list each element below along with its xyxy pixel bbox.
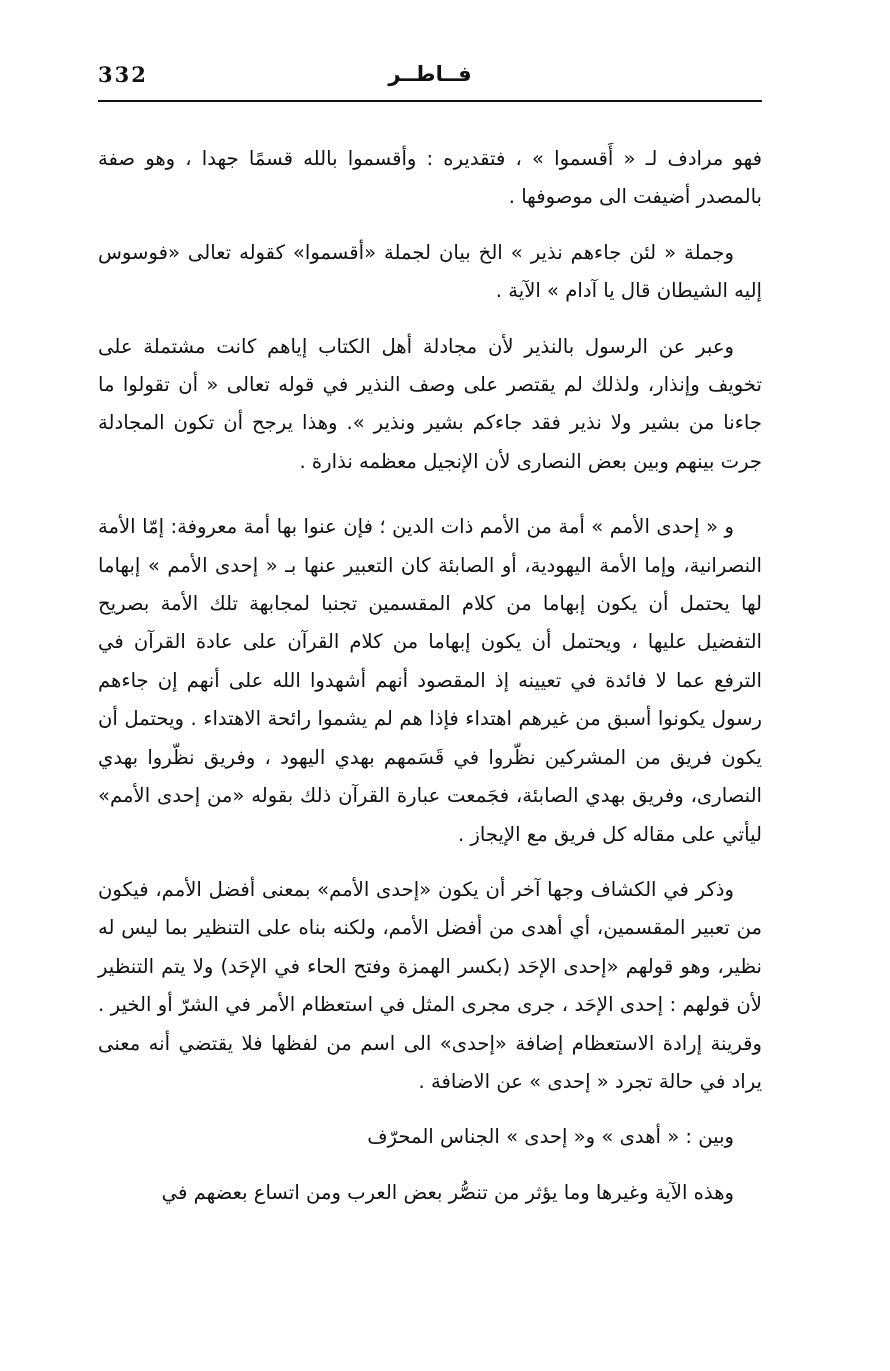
page-header [98,62,762,98]
paragraph: وذكر في الكشاف وجها آخر أن يكون «إحدى الأمم» بمعنى أفضل الأمم، فيكون من تعبير المقسمين، أي أهدى من أفضل الأمم، ولكنه بناه على التنظير بما ليس له نظير، وهو قولهم «إحدى الإحَد (بكسر الهمزة وفتح الحاء في الإحَد) ولا يتم التنظير لأن قولهم : إحدى الإحَد ، جرى مجرى المثل في استعظام الأمر في الشرّ أو الخير . وقرينة إرادة الاستعظام إضافة «إحدى» الى اسم من لفظها فلا يقتضي أنه معنى يراد في حالة تجرد « إحدى » عن الاضافة . [98,877,762,1093]
paragraph: وهذه الآية وغيرها وما يؤثر من تنصُّر بعض العرب ومن اتساع بعضهم في [161,1180,734,1204]
page-number: 332 [98,62,148,87]
paragraph: و « إحدى الأمم » أمة من الأمم ذات الدين ؛ فإن عنوا بها أمة معروفة: إمّا الأمة النصرانية، وإما الأمة اليهودية، أو الصابئة كان التعبير عنها بـ « إحدى الأمم » إبهاما لها يحتمل أن يكون إبهاما من كلام المقسمين تجنبا لمجابهة تلك الأمة بصريح التفضيل عليها ، ويحتمل أن يكون إبهاما من كلام القرآن على عادة القرآن في الترفع عما لا فائدة في تعيينه إذ المقصود أنهم أشهدوا الله على أنهم إن جاءهم رسول يكونوا أسبق من غيرهم اهتداء فإذا هم لم يشموا رائحة الاهتداء . ويحتمل أن يكون فريق من المشركين نظّروا في قَسَمهم بهدي اليهود ، وفريق نظّروا بهدي النصارى، وفريق بهدي الصابئة، فجَمعت عبارة القرآن ذلك بقوله «من إحدى الأمم» ليأتي على مقاله كل فريق مع الإيجاز . [98,515,762,846]
paragraph: وعبر عن الرسول بالنذير لأن مجادلة أهل الكتاب إياهم كانت مشتملة على تخويف وإنذار، ولذلك لم يقتصر على وصف النذير في قوله تعالى « أن تقولوا ما جاءنا من بشير ولا نذير فقد جاءكم بشير ونذير ». وهذا يرجح أن تكون المجادلة جرت بينهم وبين بعض النصارى لأن الإنجيل معظمه نذارة . [98,334,762,473]
page-body [98,140,762,1212]
paragraph: فهو مرادف لـ « أَقسموا » ، فتقديره : وأقسموا بالله قسمًا جهدا ، وهو صفة بالمصدر أضيفت الى موصوفها . [98,147,762,209]
surah-title: فــاطــر [388,62,472,86]
paragraph: وبين : « أهدى » و« إحدى » الجناس المحرّف [367,1125,734,1149]
header-rule [98,100,762,102]
paragraph: وجملة « لئن جاءهم نذير » الخ بيان لجملة «أقسموا» كقوله تعالى «فوسوس إليه الشيطان قال يا آدام » الآية . [98,240,762,303]
